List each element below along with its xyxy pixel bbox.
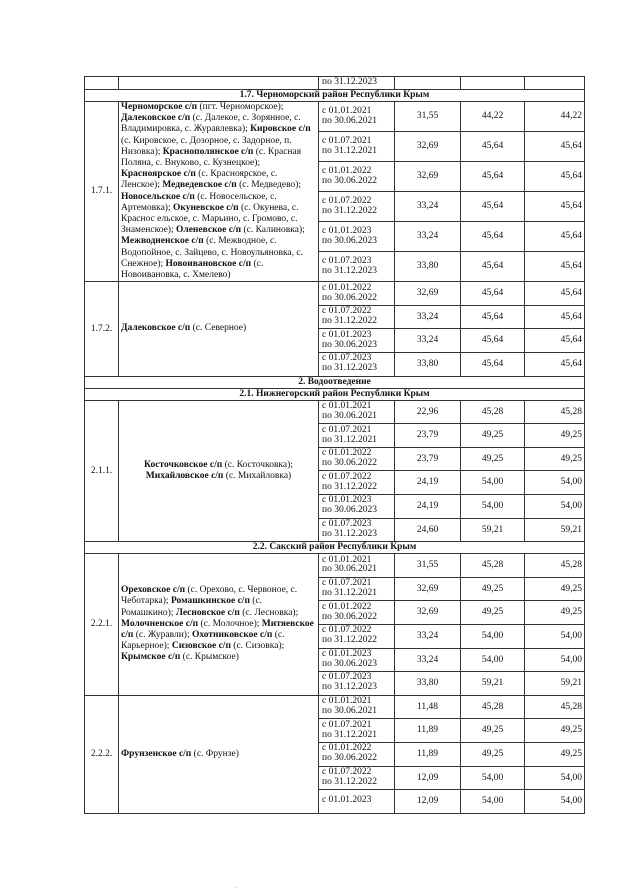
period-end: по 30.06.2022	[322, 175, 377, 186]
settlement-places: (с. Межводное, с. Водопойное, с. Зайцево, с. Новоульяновка, с. Снежное);	[121, 236, 303, 269]
period-start: с 01.01.2021	[322, 554, 372, 565]
settlement-name: Митяевское с/п	[121, 618, 314, 641]
tariff-value-2: 45,64	[461, 282, 525, 306]
period-cell	[319, 424, 395, 448]
period-start: с 01.07.2021	[322, 135, 372, 146]
period-cell	[319, 648, 395, 672]
period-cell	[319, 102, 395, 132]
period-end: по 31.12.2021	[322, 434, 377, 445]
settlement-places: (с. Медведево);	[236, 180, 302, 191]
tariff-value-2: 54,00	[461, 624, 525, 648]
settlement-places: (с. Новоивановка, с. Хмелево)	[121, 258, 264, 281]
settlement-name: Красноярское с/п	[121, 169, 196, 180]
settlement-places: (с. Михайловка)	[223, 470, 292, 481]
tariff-value-2: 49,25	[461, 447, 525, 471]
table-row	[85, 282, 585, 306]
tariff-value-3: 49,25	[525, 424, 585, 448]
period-end: по 30.06.2021	[322, 115, 377, 126]
settlement-places: (с. Далекое, с. Зорянное, с. Владимировка, с. Журавлевка);	[121, 113, 301, 135]
tariff-value-2: 49,25	[461, 601, 525, 625]
period-end: по 31.12.2023	[322, 77, 377, 88]
tariff-value-3: 45,64	[525, 305, 585, 329]
period-start: с 01.07.2022	[322, 471, 372, 482]
tariff-value-2: 59,21	[461, 672, 525, 696]
tariff-value-2: 54,00	[461, 495, 525, 519]
tariff-value-1: 33,80	[395, 353, 461, 377]
settlement-places: (с. Карьерное);	[121, 630, 285, 652]
tariff-value-3: 45,64	[525, 222, 585, 252]
tariff-value-2: 49,25	[461, 742, 525, 766]
value-cell	[525, 77, 585, 90]
section-heading-row	[85, 542, 585, 554]
tariff-value-2: 45,64	[461, 305, 525, 329]
tariff-value-1: 24,60	[395, 518, 461, 542]
settlement-places: (пгт. Черноморское);	[197, 102, 284, 112]
tariff-value-1: 22,96	[395, 400, 461, 424]
settlement-places: (с. Лесновка);	[239, 607, 299, 618]
tariff-value-1: 11,48	[395, 695, 461, 719]
tariff-value-3: 54,00	[525, 790, 585, 814]
value-cell	[395, 77, 461, 90]
period-start: с 01.01.2022	[322, 601, 372, 612]
table-row	[85, 400, 585, 424]
tariff-value-1: 33,24	[395, 192, 461, 222]
period-start: с 01.01.2023	[322, 495, 372, 506]
period-start: с 01.01.2023	[322, 648, 372, 659]
tariff-value-1: 33,80	[395, 252, 461, 282]
period-cell	[319, 192, 395, 222]
settlement-places: (с. Кировское, с. Дозорное, с. Задорное, п. Низовка);	[121, 135, 292, 157]
settlement-description	[119, 282, 319, 376]
settlement-places: (с. Окунева, с. Краснос ельское, с. Марьино, с. Громово, с. Знаменское);	[121, 202, 299, 236]
period-end: по 30.06.2022	[322, 611, 377, 622]
period-cell	[319, 790, 395, 814]
settlement-name: Краснополянское с/п	[162, 146, 254, 157]
tariff-value-1: 11,89	[395, 719, 461, 743]
tariff-value-1: 23,79	[395, 447, 461, 471]
settlement-description	[119, 695, 319, 813]
period-start: с 01.01.2023	[322, 795, 372, 806]
tariff-value-1: 32,69	[395, 601, 461, 625]
period-cell	[319, 554, 395, 578]
settlement-name: Ромашкинское с/п	[170, 596, 250, 607]
tariff-value-2: 45,28	[461, 400, 525, 424]
tariff-value-3: 45,64	[525, 162, 585, 192]
settlement-places: (с. Красноярское, с. Ленское);	[121, 169, 278, 191]
settlement-name: Крымское с/п	[121, 652, 181, 663]
period-end: по 30.06.2021	[322, 564, 377, 575]
settlement-places: (с. Калиновка);	[241, 225, 305, 236]
period-cell	[319, 132, 395, 162]
settlement-places: (с. Северное)	[190, 323, 247, 334]
tariff-value-1: 24,19	[395, 471, 461, 495]
period-cell	[319, 624, 395, 648]
settlement-name: Окуневское с/п	[172, 202, 239, 213]
period-start: с 01.01.2022	[322, 448, 372, 459]
tariff-value-3: 45,64	[525, 282, 585, 306]
period-cell	[319, 672, 395, 696]
section-heading: 2.1. Нижнегорский район Республики Крым	[85, 388, 585, 400]
tariff-value-1: 31,55	[395, 102, 461, 132]
settlement-name: Ореховское с/п	[121, 585, 186, 596]
tariff-value-1: 23,79	[395, 424, 461, 448]
period-cell	[319, 577, 395, 601]
period-end: по 31.12.2021	[322, 588, 377, 599]
period-cell	[319, 77, 395, 90]
settlement-name: Далековское с/п	[121, 113, 191, 124]
settlement-places: (с. Крымское)	[180, 652, 239, 663]
period-cell	[319, 719, 395, 743]
tariff-value-2: 45,64	[461, 222, 525, 252]
period-cell	[319, 601, 395, 625]
tariff-value-3: 49,25	[525, 447, 585, 471]
section-heading: 1.7. Черноморский район Республики Крым	[85, 90, 585, 102]
period-end: по 31.12.2022	[322, 776, 377, 787]
description-cell	[119, 77, 319, 90]
tariff-value-1: 32,69	[395, 162, 461, 192]
tariff-value-2: 45,28	[461, 695, 525, 719]
tariff-value-2: 54,00	[461, 471, 525, 495]
period-start: с 01.01.2022	[322, 743, 372, 754]
table-row	[85, 695, 585, 719]
tariff-value-3: 45,64	[525, 252, 585, 282]
settlement-name: Новоивановское с/п	[165, 258, 252, 269]
tariff-value-2: 45,64	[461, 353, 525, 377]
period-end: по 31.12.2021	[322, 145, 377, 156]
period-start: с 01.01.2023	[322, 225, 372, 236]
period-cell	[319, 400, 395, 424]
period-start: с 01.01.2023	[322, 329, 372, 340]
period-cell	[319, 329, 395, 353]
settlement-name: Межводненское с/п	[121, 236, 204, 247]
period-start: с 01.01.2021	[322, 696, 372, 707]
tariff-value-2: 44,22	[461, 102, 525, 132]
tariff-value-1: 11,89	[395, 742, 461, 766]
section-heading: 2.2. Сакский район Республики Крым	[85, 542, 585, 554]
tariff-value-3: 49,25	[525, 742, 585, 766]
period-start: с 01.07.2022	[322, 306, 372, 317]
table-row	[85, 102, 585, 132]
tariff-value-2: 54,00	[461, 766, 525, 790]
period-cell	[319, 766, 395, 790]
period-end: по 31.12.2023	[322, 363, 377, 374]
period-end: по 31.12.2021	[322, 729, 377, 740]
settlement-places: (с. Красная Поляна, с. Внуково, с. Кузнецкое);	[121, 146, 302, 169]
tariff-value-2: 45,64	[461, 252, 525, 282]
settlement-places: (с. Орехово, с. Червоное, с. Чеботарка);	[121, 585, 298, 607]
period-end: по 31.12.2023	[322, 682, 377, 693]
tariff-value-3: 54,00	[525, 471, 585, 495]
tariff-value-1: 32,69	[395, 577, 461, 601]
period-end: по 30.06.2021	[322, 706, 377, 717]
period-end: по 30.06.2023	[322, 339, 377, 350]
tariff-value-3: 49,25	[525, 719, 585, 743]
tariff-value-1: 33,24	[395, 222, 461, 252]
section-heading-row	[85, 388, 585, 400]
tariff-value-3: 44,22	[525, 102, 585, 132]
period-cell	[319, 305, 395, 329]
period-start: с 01.07.2023	[322, 672, 372, 683]
period-end: по 30.06.2022	[322, 753, 377, 764]
settlement-places: (с. Новосельское, с. Артемовка);	[121, 191, 277, 213]
table-row	[85, 77, 585, 90]
tariff-value-3: 54,00	[525, 648, 585, 672]
period-end: по 31.12.2022	[322, 205, 377, 216]
table-row	[85, 554, 585, 578]
settlement-name: Оленевское с/п	[175, 225, 242, 236]
tariff-value-3: 45,64	[525, 192, 585, 222]
settlement-places: (с. Фрунзе)	[191, 748, 239, 759]
settlement-name: Черноморское с/п	[121, 102, 198, 112]
period-cell	[319, 222, 395, 252]
section-heading: 2. Водоотведение	[85, 376, 585, 388]
period-cell	[319, 162, 395, 192]
period-end: по 30.06.2021	[322, 410, 377, 421]
period-start: с 01.07.2023	[322, 353, 372, 364]
tariff-value-3: 54,00	[525, 766, 585, 790]
settlement-description	[119, 400, 319, 542]
settlement-description	[119, 554, 319, 696]
settlement-name: Далековское с/п	[121, 323, 191, 334]
tariff-value-2: 45,64	[461, 329, 525, 353]
tariff-value-3: 54,00	[525, 624, 585, 648]
tariff-value-1: 31,55	[395, 554, 461, 578]
tariff-value-1: 12,09	[395, 790, 461, 814]
settlement-name: Лесновское с/п	[175, 607, 240, 618]
period-end: по 31.12.2023	[322, 528, 377, 539]
settlement-name: Фрунзенское с/п	[121, 748, 192, 759]
tariff-value-1: 33,24	[395, 648, 461, 672]
tariff-value-3: 45,64	[525, 132, 585, 162]
page-mark: .	[236, 884, 238, 890]
tariff-value-3: 49,25	[525, 577, 585, 601]
tariff-value-2: 45,64	[461, 192, 525, 222]
period-start: с 01.01.2022	[322, 165, 372, 176]
tariff-value-2: 49,25	[461, 719, 525, 743]
tariff-value-3: 45,28	[525, 400, 585, 424]
tariff-value-3: 59,21	[525, 672, 585, 696]
period-start: с 01.07.2022	[322, 195, 372, 206]
period-end: по 30.06.2023	[322, 505, 377, 516]
settlement-places: (с. Ромашкино);	[121, 596, 263, 618]
row-number: 1.7.2.	[85, 282, 119, 376]
tariff-value-1: 32,69	[395, 132, 461, 162]
tariff-value-2: 49,25	[461, 577, 525, 601]
tariff-value-2: 54,00	[461, 648, 525, 672]
period-cell	[319, 447, 395, 471]
period-start: с 01.07.2021	[322, 578, 372, 589]
period-cell	[319, 518, 395, 542]
tariff-value-1: 33,24	[395, 329, 461, 353]
settlement-places: (с. Журавли);	[133, 630, 190, 641]
tariff-value-1: 24,19	[395, 495, 461, 519]
tariff-value-2: 45,64	[461, 132, 525, 162]
period-cell	[319, 353, 395, 377]
period-end: по 30.06.2023	[322, 658, 377, 669]
number-cell	[85, 77, 119, 90]
tariff-value-3: 59,21	[525, 518, 585, 542]
period-end: по 31.12.2022	[322, 316, 377, 327]
settlement-places: (с. Косточковка);	[222, 459, 293, 470]
period-end: по 30.06.2022	[322, 292, 377, 303]
period-start: с 01.01.2021	[322, 105, 372, 116]
tariff-value-2: 49,25	[461, 424, 525, 448]
tariff-value-1: 33,24	[395, 305, 461, 329]
settlement-places: (с. Молочное);	[198, 618, 260, 629]
tariff-value-1: 12,09	[395, 766, 461, 790]
tariff-value-1: 32,69	[395, 282, 461, 306]
period-start: с 01.01.2022	[322, 282, 372, 293]
section-heading-row	[85, 376, 585, 388]
tariff-value-3: 45,64	[525, 353, 585, 377]
tariff-table	[84, 76, 585, 814]
period-end: по 30.06.2023	[322, 235, 377, 246]
row-number: 1.7.1.	[85, 102, 119, 282]
section-heading-row	[85, 90, 585, 102]
row-number: 2.2.2.	[85, 695, 119, 813]
tariff-value-3: 45,28	[525, 554, 585, 578]
period-cell	[319, 471, 395, 495]
period-end: по 30.06.2022	[322, 458, 377, 469]
period-start: с 01.01.2021	[322, 400, 372, 411]
period-start: с 01.07.2021	[322, 424, 372, 435]
settlement-name: Косточковское с/п	[144, 459, 223, 470]
settlement-description	[119, 102, 319, 282]
settlement-name: Новосельское с/п	[121, 191, 195, 202]
value-cell	[461, 77, 525, 90]
tariff-value-1: 33,24	[395, 624, 461, 648]
period-cell	[319, 695, 395, 719]
period-cell	[319, 252, 395, 282]
settlement-name: Кировское с/п	[250, 124, 311, 135]
settlement-name: Молочненское с/п	[121, 618, 199, 629]
tariff-value-2: 45,64	[461, 162, 525, 192]
tariff-value-3: 54,00	[525, 495, 585, 519]
period-start: с 01.07.2022	[322, 625, 372, 636]
period-start: с 01.07.2021	[322, 719, 372, 730]
tariff-value-3: 45,64	[525, 329, 585, 353]
settlement-places: (с. Сизовка);	[230, 641, 285, 652]
period-end: по 31.12.2022	[322, 635, 377, 646]
period-cell	[319, 282, 395, 306]
settlement-name: Сизовское с/п	[171, 641, 231, 652]
row-number: 2.1.1.	[85, 400, 119, 542]
period-end: по 31.12.2023	[322, 265, 377, 276]
period-start: с 01.07.2023	[322, 518, 372, 529]
tariff-value-2: 59,21	[461, 518, 525, 542]
settlement-name: Охотниковское с/п	[191, 630, 273, 641]
period-start: с 01.07.2023	[322, 255, 372, 266]
tariff-value-1: 33,80	[395, 672, 461, 696]
tariff-value-3: 49,25	[525, 601, 585, 625]
period-end: по 31.12.2022	[322, 481, 377, 492]
tariff-value-3: 45,28	[525, 695, 585, 719]
period-start: с 01.07.2022	[322, 766, 372, 777]
row-number: 2.2.1.	[85, 554, 119, 696]
settlement-name: Михайловское с/п	[145, 470, 224, 481]
tariff-value-2: 54,00	[461, 790, 525, 814]
period-cell	[319, 742, 395, 766]
settlement-name: Медведевское с/п	[162, 180, 237, 191]
period-cell	[319, 495, 395, 519]
tariff-value-2: 45,28	[461, 554, 525, 578]
